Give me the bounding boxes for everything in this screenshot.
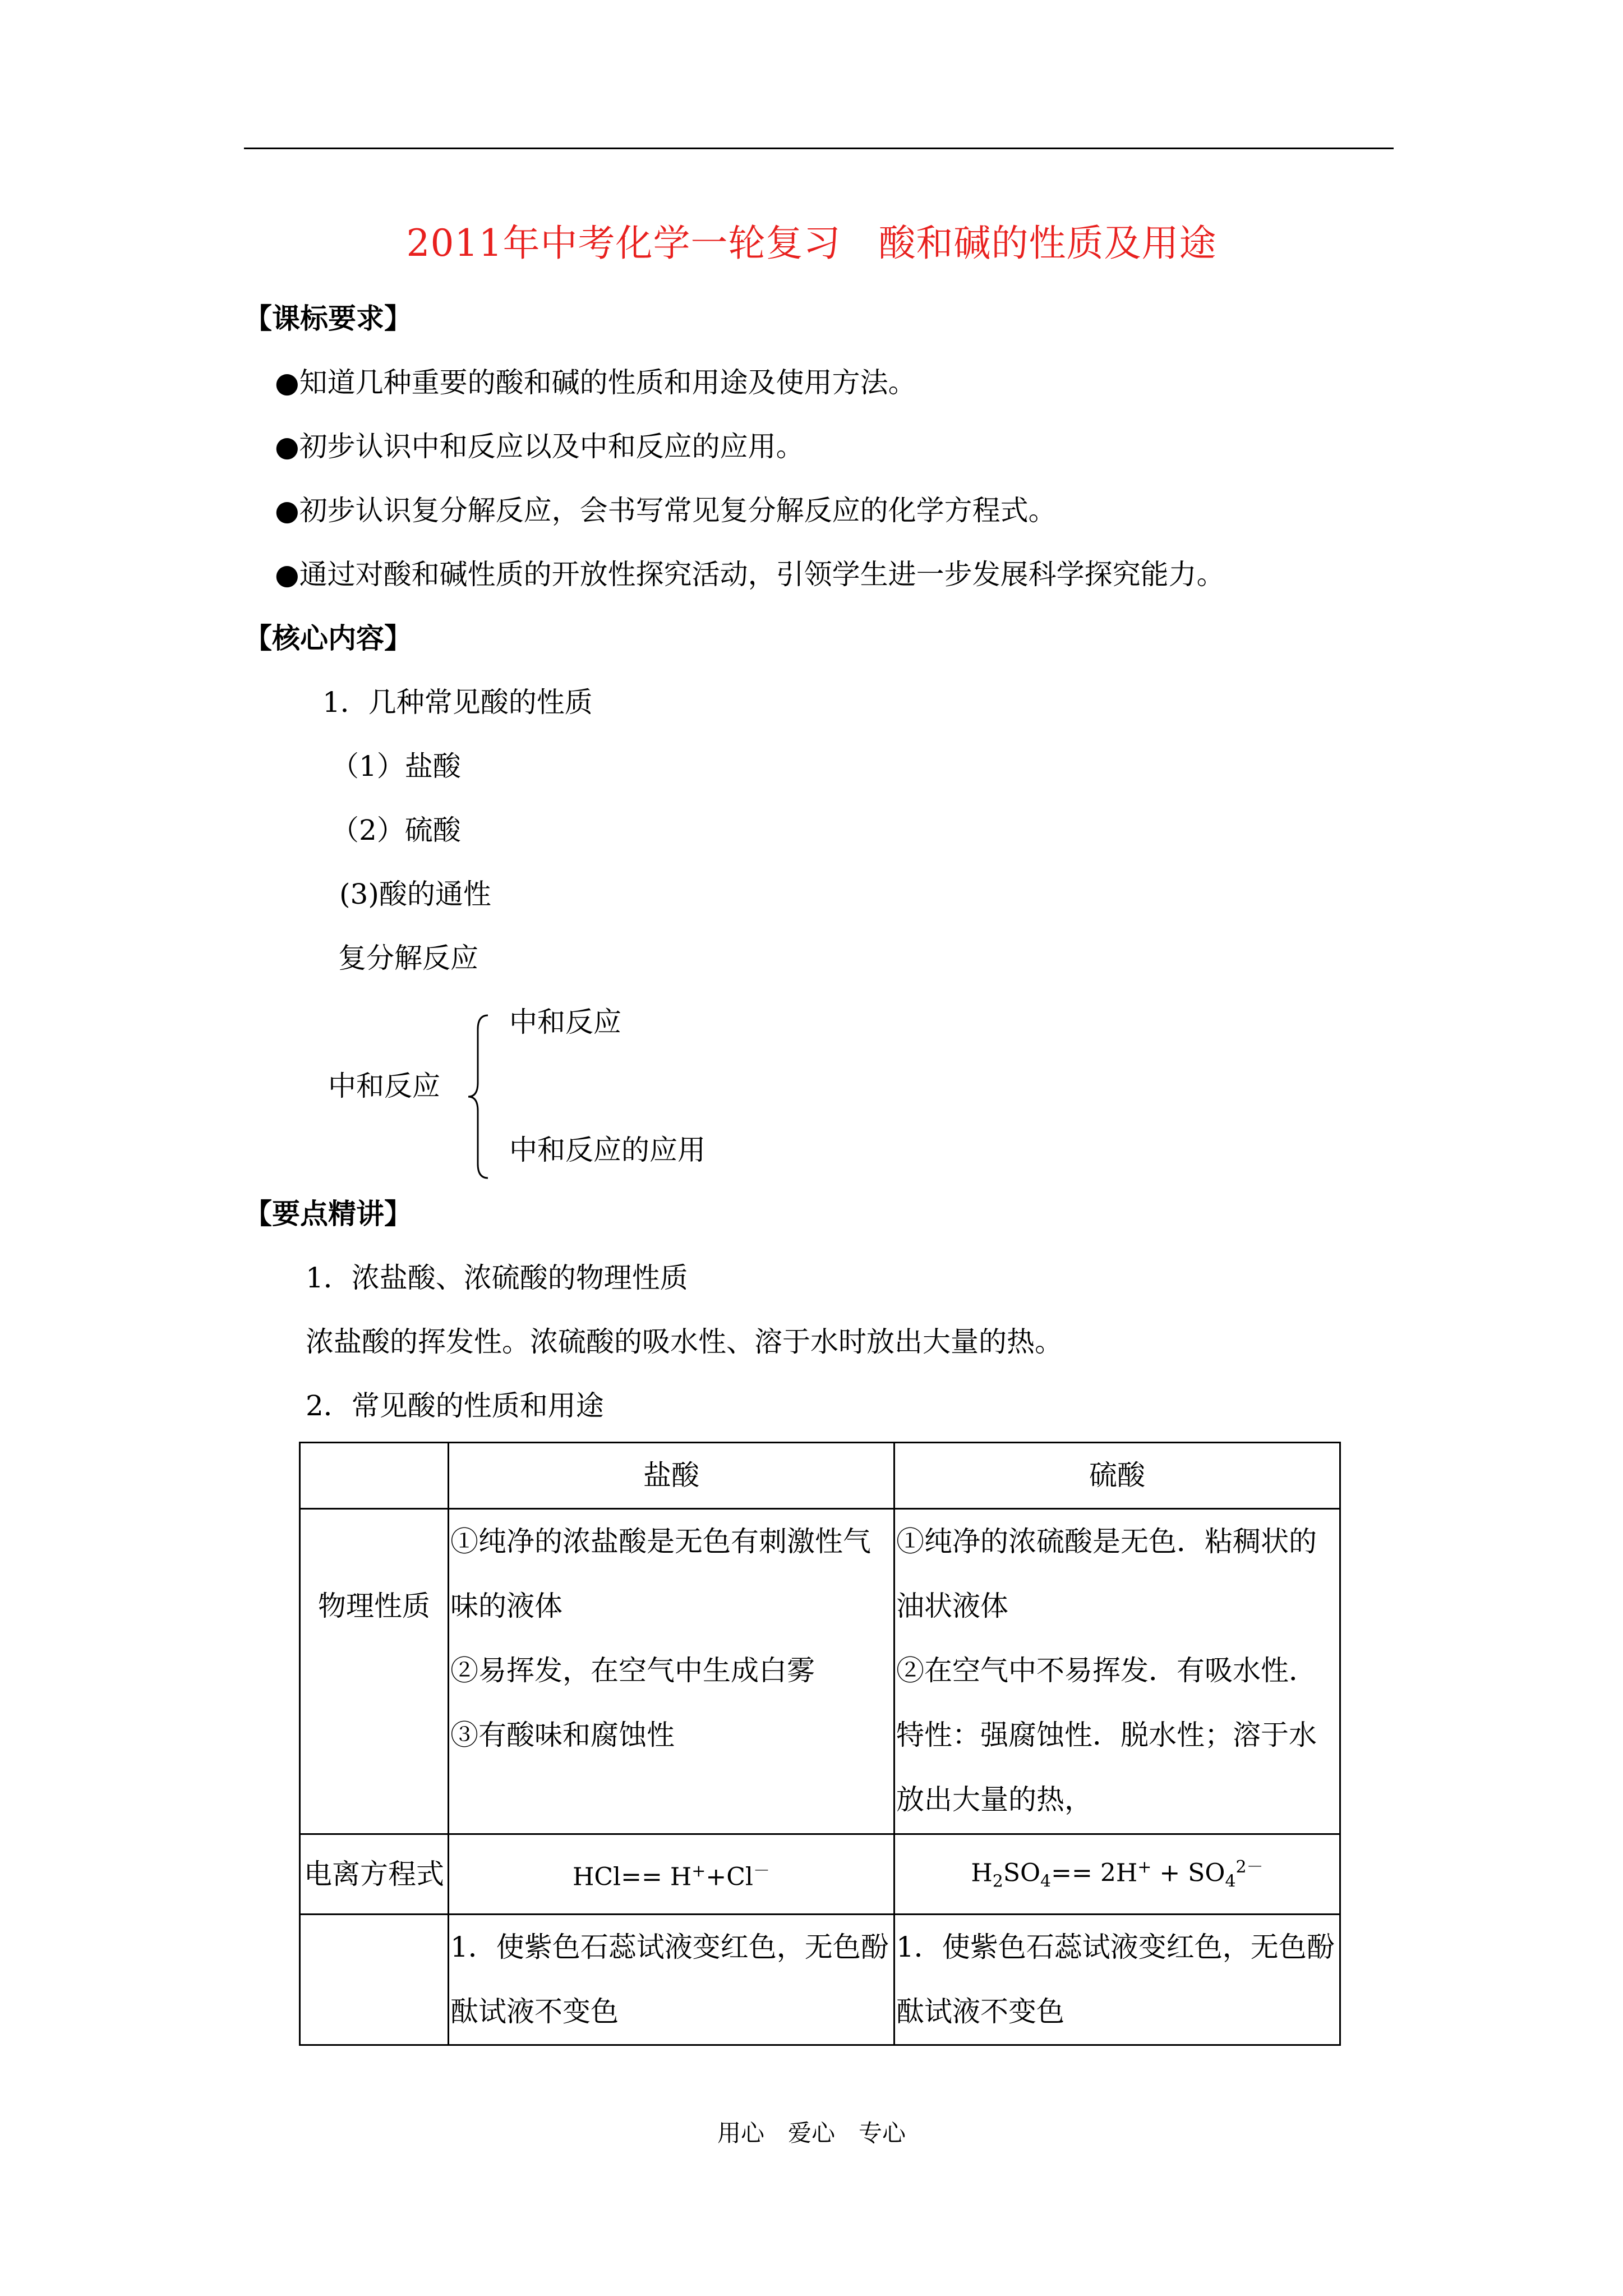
table-header-hcl: 盐酸 [449,1443,895,1509]
cell-line: 油状液体 [896,1590,1008,1622]
page-footer: 用心 爱心 专心 [717,2119,906,2147]
hexin-item-1: 1．几种常见酸的性质 [322,686,593,719]
heading-yaodian: 【要点精讲】 [244,1197,412,1230]
cell-physical-hcl [449,1509,895,1834]
hexin-sub-2: （2）硫酸 [331,814,461,846]
cell-ionization-h2so4 [895,1834,1340,1915]
page-title: 2011年中考化学一轮复习 酸和碱的性质及用途 [406,222,1217,265]
cell-ionization-hcl [449,1834,895,1915]
table-header-h2so4: 硫酸 [895,1443,1340,1509]
cell-line: 特性：强腐蚀性．脱水性；溶于水 [896,1719,1317,1751]
row-label-chemical [300,1915,449,2045]
cell-line: 放出大量的热， [896,1783,1092,1816]
row-label-physical: 物理性质 [300,1509,449,1834]
cell-line: 酞试液不变色 [450,1995,619,2028]
formula-sub: 4 [1225,1871,1236,1892]
curly-brace-icon [465,1013,494,1181]
table-row-ionization [300,1834,1340,1915]
kebiao-item-2: ●初步认识中和反应以及中和反应的应用。 [275,430,804,463]
kebiao-item-3: ●初步认识复分解反应，会书写常见复分解反应的化学方程式。 [275,494,1057,527]
formula-part: +Cl [706,1863,753,1892]
cell-chemical-hcl [449,1915,895,2045]
table-row-physical [300,1509,1340,1834]
kebiao-item-4: ●通过对酸和碱性质的开放性探究活动，引领学生进一步发展科学探究能力。 [275,558,1225,591]
formula-part: SO [1003,1858,1041,1888]
cell-physical-h2so4 [895,1509,1340,1834]
hexin-sub-1: （1）盐酸 [331,750,461,783]
table-header-cell [300,1443,449,1509]
heading-kebiao: 【课标要求】 [244,302,412,335]
header-rule [244,148,1394,149]
cell-line: ①纯净的浓硫酸是无色．粘稠状的 [896,1525,1317,1558]
cell-line: 1．使紫色石蕊试液变红色，无色酚 [450,1931,889,1964]
yaodian-item-1: 1．浓盐酸、浓硫酸的物理性质 [306,1262,688,1294]
row-label-ionization: 电离方程式 [300,1834,449,1915]
table-header-row [300,1443,1340,1509]
acid-properties-table [299,1442,1341,2046]
formula-part: == 2H [1051,1858,1138,1888]
formula-part: HCl== H [573,1863,692,1892]
zhonghe-branch-1: 中和反应 [509,1006,621,1038]
cell-line: ③有酸味和腐蚀性 [450,1719,675,1751]
hexin-fufenjie: 复分解反应 [338,942,478,974]
cell-line: 酞试液不变色 [896,1995,1064,2028]
cell-line: ②在空气中不易挥发．有吸水性． [896,1654,1317,1687]
formula-part: H [971,1858,993,1888]
formula-sup: － [753,1861,770,1881]
table-row-chemical [300,1915,1340,2045]
cell-line: ①纯净的浓盐酸是无色有刺激性气 [450,1525,871,1558]
formula-sup: 2－ [1235,1857,1264,1877]
yaodian-item-2: 2．常见酸的性质和用途 [306,1389,604,1422]
zhonghe-root: 中和反应 [328,1070,440,1102]
hexin-sub-3: (3)酸的通性 [339,878,491,910]
formula-sub: 4 [1040,1871,1052,1892]
cell-line: 1．使紫色石蕊试液变红色，无色酚 [896,1931,1335,1964]
formula-part: + SO [1151,1858,1225,1888]
heading-hexin: 【核心内容】 [244,622,412,655]
cell-chemical-h2so4 [895,1915,1340,2045]
formula-sup: + [691,1861,706,1881]
formula-sup: + [1137,1857,1152,1877]
cell-line: ②易挥发，在空气中生成白雾 [450,1654,815,1687]
cell-line: 味的液体 [450,1590,562,1622]
formula-sub: 2 [992,1871,1003,1892]
yaodian-item-1-text: 浓盐酸的挥发性。浓硫酸的吸水性、溶于水时放出大量的热。 [306,1326,1063,1358]
zhonghe-branch-2: 中和反应的应用 [509,1134,706,1166]
kebiao-item-1: ●知道几种重要的酸和碱的性质和用途及使用方法。 [275,366,916,399]
